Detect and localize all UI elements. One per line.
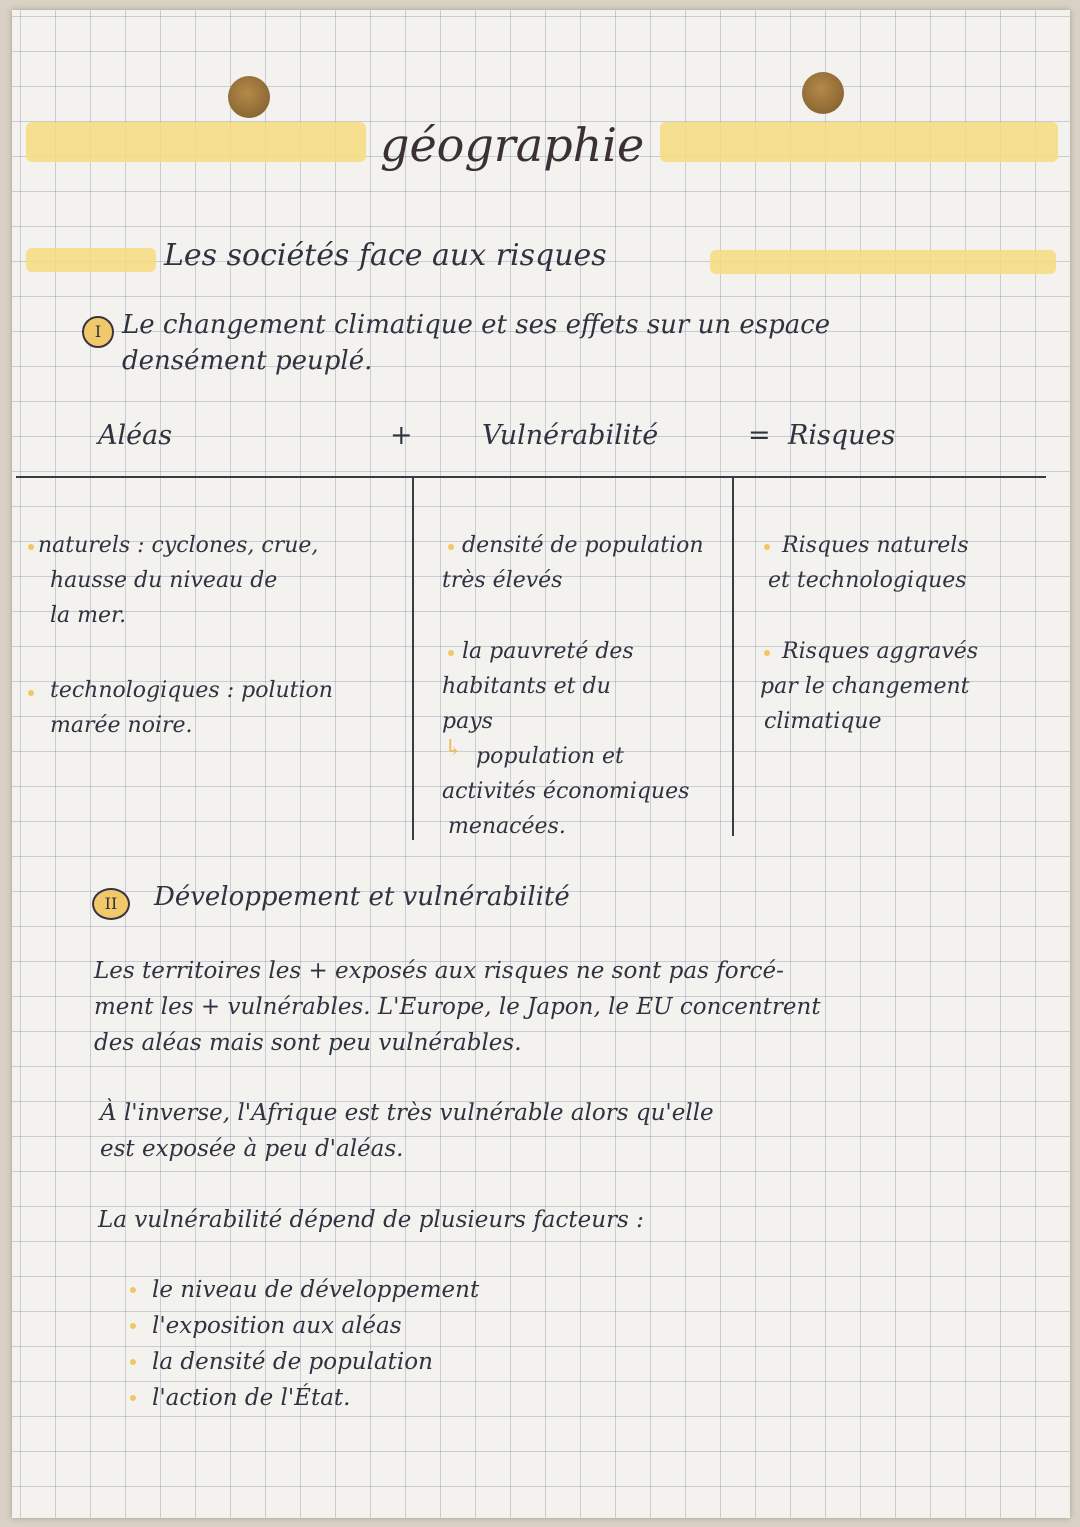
risques-line1: Risques naturels [782, 533, 969, 558]
paragraph3: La vulnérabilité dépend de plusieurs facteurs : [98, 1207, 644, 1233]
notebook-page [12, 10, 1070, 1518]
bullet-densite [448, 544, 454, 550]
bullet-technologiques [28, 690, 34, 696]
list-item: le niveau de développement [130, 1272, 479, 1308]
section-heading-2: Développement et vulnérabilité [154, 882, 570, 912]
section-heading-line2: densément peuplé. [122, 346, 373, 376]
vulnerabilite-line1: densité de population [462, 533, 704, 558]
risques-line3: Risques aggravés [782, 639, 979, 664]
paragraph2-line1: À l'inverse, l'Afrique est très vulnérable alors qu'elle [100, 1100, 714, 1126]
paragraph1-line3: des aléas mais sont peu vulnérables. [94, 1030, 522, 1056]
list-item: l'action de l'État. [130, 1380, 479, 1416]
risques-line2: et technologiques [768, 568, 967, 593]
subtitle-highlight-left [26, 248, 156, 272]
bullet-pauvrete [448, 650, 454, 656]
vulnerabilite-line3: la pauvreté des [462, 639, 634, 664]
list-item: la densité de population [130, 1344, 479, 1380]
arrow-icon: ↳ [444, 736, 463, 761]
table-header-rule [16, 476, 1046, 478]
paragraph1-line2: ment les + vulnérables. L'Europe, le Japon, le EU concentrent [94, 994, 821, 1020]
page-subtitle: Les sociétés face aux risques [164, 238, 607, 273]
vulnerabilite-line8: menacées. [448, 814, 566, 839]
vulnerabilite-line2: très élevés [442, 568, 563, 593]
list-item: l'exposition aux aléas [130, 1308, 479, 1344]
vulnerabilite-line4: habitants et du [442, 674, 611, 699]
column-header-aleas: Aléas [98, 420, 173, 451]
table-column-divider-1 [412, 476, 414, 840]
punch-hole-left [228, 76, 270, 118]
bullet-risques-naturels [764, 544, 770, 550]
punch-hole-right [802, 72, 844, 114]
plus-sign: + [390, 420, 413, 451]
bullet-naturels [28, 544, 34, 550]
factors-list [130, 1272, 479, 1416]
vulnerabilite-line6: population et [476, 744, 624, 769]
aleas-line2: hausse du niveau de [50, 568, 278, 593]
vulnerabilite-line7: activités économiques [442, 779, 690, 804]
bullet-risques-aggraves [764, 650, 770, 656]
column-header-risques: Risques [788, 420, 896, 451]
section-number-badge-2: II [92, 888, 130, 920]
paragraph1-line1: Les territoires les + exposés aux risques ne sont pas forcé- [94, 958, 784, 984]
section-heading-line1: Le changement climatique et ses effets sur un espace [122, 310, 831, 340]
title-highlight-right [660, 122, 1058, 162]
risques-line4: par le changement [760, 674, 970, 699]
vulnerabilite-line5: pays [442, 709, 493, 734]
column-header-vulnerabilite: Vulnérabilité [482, 420, 659, 451]
title-highlight-left [26, 122, 366, 162]
risques-line5: climatique [764, 709, 882, 734]
aleas-line3: la mer. [50, 603, 127, 628]
table-column-divider-2 [732, 476, 734, 836]
subtitle-highlight-right [710, 250, 1056, 274]
aleas-line1: naturels : cyclones, crue, [38, 533, 319, 558]
paragraph2-line2: est exposée à peu d'aléas. [100, 1136, 404, 1162]
aleas-line4: technologiques : polution [50, 678, 333, 703]
aleas-line5: marée noire. [50, 713, 193, 738]
equals-sign: = [748, 420, 771, 451]
section-number-badge: I [82, 316, 114, 348]
page-title: géographie [380, 118, 645, 172]
